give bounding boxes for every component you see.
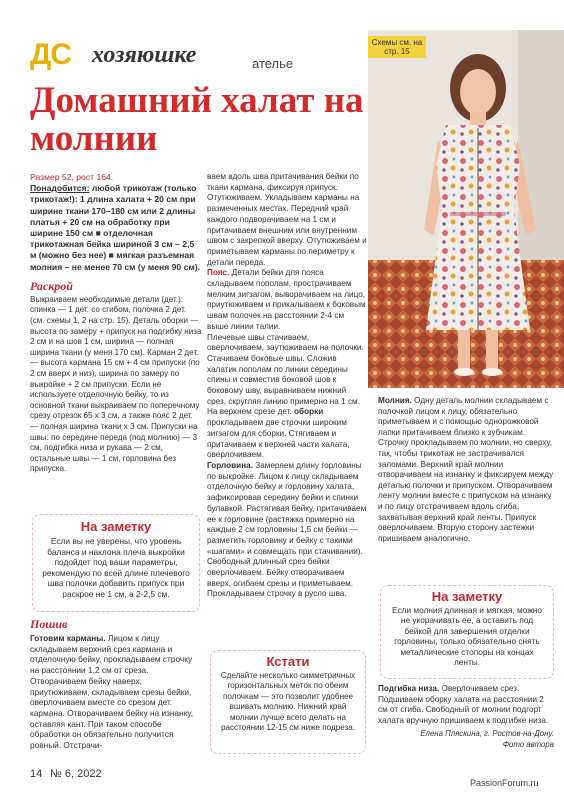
cut-text: Выкраиваем необходимые детали (дет.): спинка — 1 дет. со сгибом, полочка 2 дет. (см. схемы 1, 2 на стр. 15). Деталь оборки — высота по замеру + припуск на подгибку низа 2 см и на шов 1 см, ширина — полная ширина ткани (у меня 170 см). Карман 2 дет. — высота кармана 15 см + 4 см припуски (по 2 см вверх и низ), ширина по замеру по выкройке + 2 см припуски. Если не используете отделочную бейку, то из основной ткани выкраиваем по поперечному срезу отрезок 65 х 3 см, а также пояс 2 дет. — полная ширина ткани х 3 см. Припуски на швы: по середине переда (под молнию) — 3 см, подгибка низа и рукава — 2 см, остальные швы — 1 см, горловина без припуска. <box>30 294 202 474</box>
zipper-lead: Молния. <box>378 396 412 405</box>
tip-text-3: Если молния длинная и мягкая, можно не укорачивать ее, а оставить под бейкой для завершения отделки горловины, только обязательно снять металлические стопоры на концах ленты. <box>392 605 542 668</box>
tip-box-3 <box>380 585 554 679</box>
ruffle-text: прокладываем две строчки широким зигзагом для сборки. Стягиваем и притачиваем к верхней части халата, оверлочиваем. <box>207 418 350 460</box>
belt-paragraph <box>207 268 367 332</box>
hem-block <box>378 684 554 751</box>
watermark: PassionForum.ru <box>470 778 539 788</box>
shoulder-text: Плечевые швы стачиваем, оверлочиваем, заутюживаем на полочки. Стачиваем боковые швы. Сложив халатик пополам по линии середины спины и совместив боковой шов к боковому шву, выравниваем нижний срез, скругляя линию примерно на 1 см. <box>207 332 364 406</box>
neckline-text: Замеряем длину горловины по выкройке. Лицом к лицу складываем отделочную бейку и горловину халата, зафиксировав середину бейки и спинки булавкой. Растягивая бейку, притачиваем ее к горловине (растяжка примерно на каждые 2 см горловины 1,5 см бейки — разметить горловину и бейку с такими «шагами» и совмещать при стачивании). Свободный длинный срез бейки оверлочиваем. Бейку отворачиваем вверх, огибаем срезы и приметываем. Прокладываем строчку в русло шва. <box>207 460 367 599</box>
neckline-lead: Горловина. <box>207 460 253 470</box>
sewing-heading: Пошив <box>30 617 68 631</box>
materials-text: любой трикотаж (только трикотаж!): 1 длина халата + 20 см при ширине ткани 170–180 см или 2 длины платья + 20 см на обработку при ширине 150 см ■ отделочная трикотажная бейка шириной 3 см – 2,5 м (можно без нее) ■ мягкая разъемная молния – не менее 70 см (у меня 90 см). <box>30 183 200 272</box>
ruffle-lead: оборки <box>294 407 324 417</box>
page-number: 14 <box>30 768 43 780</box>
size-line: Размер 52, рост 164. <box>30 172 114 182</box>
hem-text: Оверлочиваем срез. Подшиваем оборку халата на расстоянии 2 см от сгиба. Свободный от молнии подгорт халата вручную пришиваем к подгибке низа. <box>378 684 549 725</box>
pocket-continue-text: ваем вдоль шва притачивания бейки по ткани кармана, фиксируя припуск. Отутюживаем. Укладываем карманы на размеченных местах. Передний край каждого подворачиваем на 1 см и притачиваем внешним или внутренним швом с закрепкой вверху. Отутюживаем и приметываем карманы по периметру к детали переда. <box>207 172 367 267</box>
left-column <box>30 172 202 475</box>
materials-paragraph <box>30 183 202 273</box>
sewing-block <box>30 614 202 751</box>
pockets-text: Лицом к лицу складываем верхний срез кармана и отделочную бейку, прокладываем строчку на расстоянии 1,2 см от среза. Отворачиваем бейку наверх, приутюживаем, складываем срезы бейки, оверлочиваем вместе со срезом дет. кармана. Отворачиваем бейку на изнанку, оставляя кант. При таком способе обработки он обязательно получится ровный. Отстрачи- <box>30 633 194 751</box>
pockets-lead: Готовим карманы. <box>30 633 106 643</box>
tip-heading-2: Кстати <box>266 654 310 669</box>
ruffle-paragraph <box>207 407 367 461</box>
sewing-text <box>30 633 202 751</box>
belt-lead: Пояс. <box>207 268 230 278</box>
tip-heading-3: На заметку <box>431 589 503 604</box>
middle-column <box>207 172 367 600</box>
ruffle-pre: На верхнем срезе дет. <box>207 407 295 417</box>
rubric-title: хозяюшке <box>92 42 197 68</box>
tip-text-1: Если вы не уверены, что уровень баланса и наклона плеча выкройки подойдет под ваши параметры, рекомендую по всей длине плечевого шва полочки добавить припуск при раскрое не 1 см, а 2-2,5 см. <box>42 536 190 599</box>
tip-box-2 <box>210 650 366 754</box>
zipper-paragraph <box>378 396 554 544</box>
page-title: Домашний халат на молнии <box>30 80 364 159</box>
zipper-text: Одну деталь молнии складываем с полочкой лицом к лицу, обязательно приметываем и с помощью однорожковой лапки притачиваем близко к зубчикам. Строчку прокладываем по молнии, но сверху, так, чтобы трикотаж не застрачивался заломами. Верхний край молнии отворачиваем на изнанку и фиксируем между деталью полочки и припуском. Отворачиваем ленту молнии вместе с припуском на изнанку и по лицу отстрачиваем вдоль сгиба, захватывая верхний край ленты. Припуск оверлочиваем. Вторую сторону застежки пришиваем аналогично. <box>378 396 554 543</box>
photo-credit: Фото автора <box>502 739 554 749</box>
materials-label: Понадобится: <box>30 183 90 194</box>
belt-text: Детали бейки для пояса складываем пополам, прострачиваем мелким зигзагом, выворачиваем на лицо, приутюживаем и прикалываем к боковым швам полочек на расстоянии 2-4 см выше линии талии. <box>207 268 366 331</box>
section-label: ателье <box>252 56 294 71</box>
tip-text-2: Сделайте несколько симметричных горизонтальных меток по обеим полочкам — это позволит удобнее вшивать молнию. Нижний край молнии лучше всего делать на расстоянии 12-15 см ниже подреза. <box>220 671 356 733</box>
hem-lead: Подгибка низа. <box>378 684 440 693</box>
right-column <box>378 396 554 544</box>
cut-heading: Раскрой <box>30 278 73 293</box>
hem-paragraph <box>378 684 554 726</box>
tip-heading-1: На заметку <box>80 519 152 534</box>
issue-number: № 6, 2022 <box>50 768 102 780</box>
tip-box-1 <box>32 514 200 612</box>
model-photo <box>368 30 564 388</box>
author-credit: Елена Пляскина, г. Ростов-на-Дону. <box>420 729 554 739</box>
neckline-paragraph <box>207 461 367 600</box>
brand-logo: ДС <box>30 38 72 71</box>
scheme-note: Схемы см. на стр. 15 <box>368 36 426 58</box>
